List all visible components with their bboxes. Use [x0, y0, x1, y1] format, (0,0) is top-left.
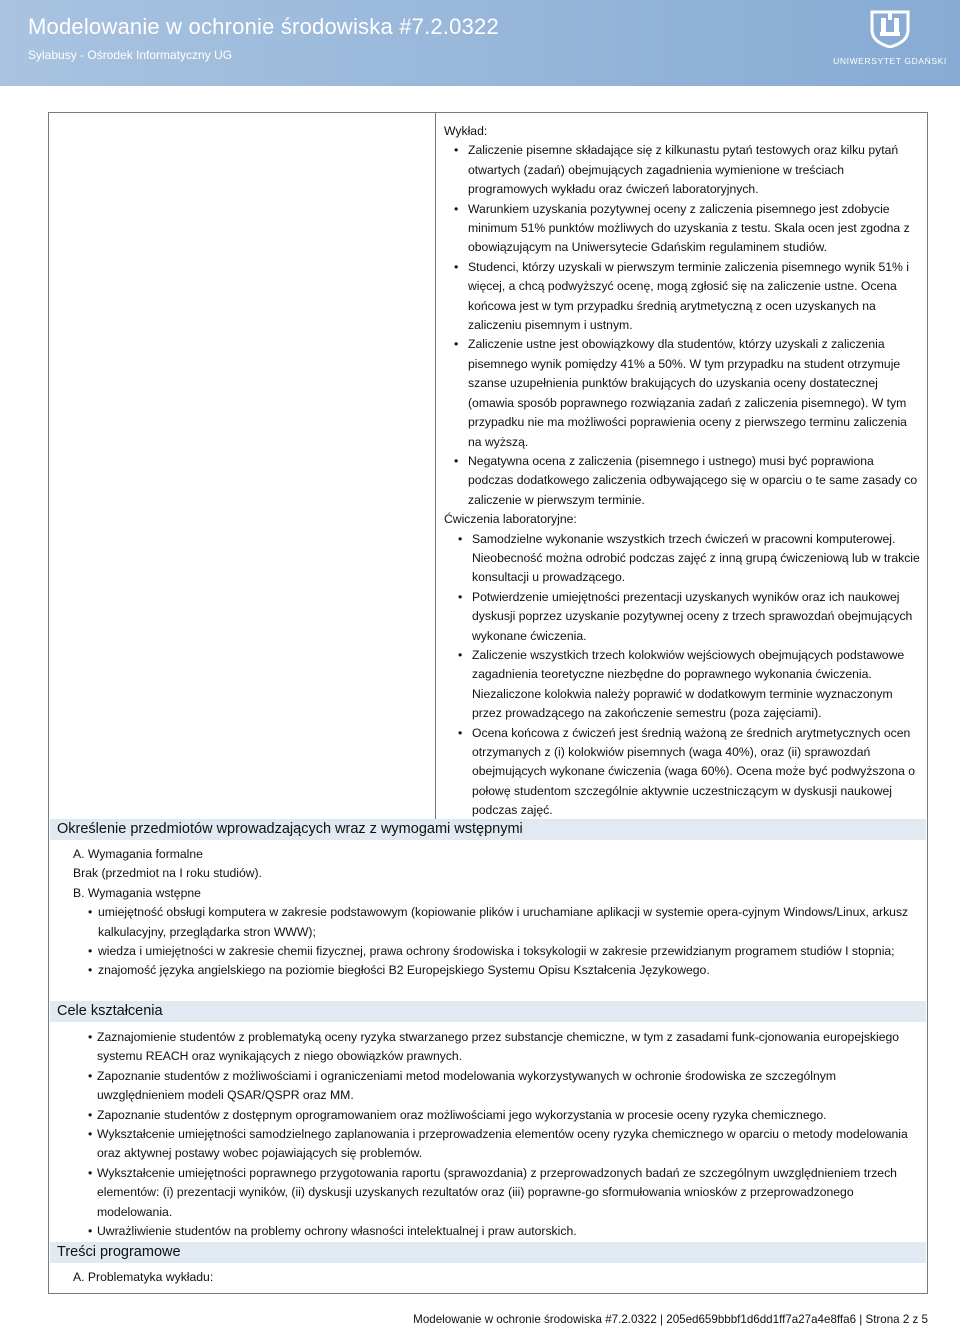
list-item: • wiedza i umiejętności w zakresie chemii fizycznej, prawa ochrony środowiska i toksykologii w zakresie przewidzianym programem studiów I stopnia; — [50, 942, 926, 961]
label-cell — [48, 112, 436, 820]
university-crest-icon — [866, 8, 914, 48]
list-item: • umiejętność obsługi komputera w zakresie podstawowym (kopiowanie plików i uruchamiane aplikacji w systemie opera-cyjnym Windows/Linux, arkusz kalkulacyjny, przeglądarka stron WWW); — [50, 903, 926, 942]
list-item: • Negatywna ocena z zaliczenia (pisemnego i ustnego) musi być poprawiona podczas dodatkowego zaliczenia odbywającego się w oparciu o te same zasady co zaliczenie w pierwszym terminie. — [444, 452, 922, 510]
assessment-cell — [436, 112, 928, 820]
goals-section — [50, 1028, 926, 1241]
page-title: Modelowanie w ochronie środowiska #7.2.0322 — [28, 14, 499, 39]
page-footer: Modelowanie w ochronie środowiska #7.2.0322 | 205ed659bbbf1d6dd1ff7a27a4e8ffa6 | Strona 2 z 5 — [413, 1313, 928, 1326]
list-item: • znajomość języka angielskiego na poziomie biegłości B2 Europejskiego Systemu Opisu Kształcenia Językowego. — [50, 961, 926, 980]
goals-heading: Cele kształcenia — [50, 1001, 926, 1022]
prerequisites-heading: Określenie przedmiotów wprowadzających wraz z wymogami wstępnymi — [50, 819, 926, 840]
list-item: • Wykształcenie umiejętności samodzielnego zaplanowania i przeprowadzenia elementów oceny ryzyka chemicznego w oparciu o metody modelowania oraz aktywnej postawy wobec pojawiających się problemów. — [50, 1125, 926, 1164]
lecture-criteria-list — [444, 141, 922, 510]
list-item: • Samodzielne wykonanie wszystkich trzech ćwiczeń w pracowni komputerowej. Nieobecność można odrobić podczas zajęć z inną grupą ćwiczeniową lub w trakcie konsultacji u prowadzącego. — [444, 530, 922, 588]
page-subtitle: Sylabusy - Ośrodek Informatyczny UG — [28, 48, 233, 62]
list-item: • Zaliczenie ustne jest obowiązkowy dla studentów, którzy uzyskali z zaliczenia pisemnego wynik pomiędzy 41% a 50%. W tym przypadku na student otrzymuje szanse uzupełnienia punktów brakujących do uzyskania oceny dostatecznej (omawia sposób poprawnego rozwiązania zadań z zaliczenia pisemnego). W tym przypadku nie ma możliwości poprawienia oceny z pierwszego terminu zaliczenia na wyższą. — [444, 335, 922, 451]
content-section — [50, 1268, 926, 1287]
list-item: • Zapoznanie studentów z możliwościami i ograniczeniami metod modelowania wykorzystywanych w ochronie środowiska ze szczególnym uwzględnieniem modeli QSAR/QSPR oraz MM. — [50, 1067, 926, 1106]
list-item: • Zaznajomienie studentów z problematyką oceny ryzyka stwarzanego przez substancje chemiczne, w tym z zasadami funk-cjonowania europejskiego systemu REACH oraz wynikających z niego obowiązków prawnych. — [50, 1028, 926, 1067]
list-item: • Zapoznanie studentów z dostępnym oprogramowaniem oraz możliwościami jego wykorzystania w procesie oceny ryzyka chemicznego. — [50, 1106, 926, 1125]
lab-criteria-list — [444, 530, 922, 821]
goals-list — [50, 1028, 926, 1241]
prerequisites-section — [50, 845, 926, 981]
formal-requirements-heading: A. Wymagania formalne — [73, 847, 203, 861]
list-item: • Studenci, którzy uzyskali w pierwszym terminie zaliczenia pisemnego wynik 51% i więcej, a chcą podwyższyć ocenę, mogą zgłosić się na zaliczenie ustne. Ocena końcowa jest w tym przypadku średnią arytmetyczną z ocen uzyskanych na zaliczeniu pisemnym i ustnym. — [444, 258, 922, 336]
lab-label: Ćwiczenia laboratoryjne: — [444, 512, 577, 527]
list-item: • Potwierdzenie umiejętności prezentacji uzyskanych wyników oraz ich naukowej dyskusji poprzez uzyskanie pozytywnej oceny z trzech sprawozdań obejmujących wykonane ćwiczenia. — [444, 588, 922, 646]
entry-requirements-list — [50, 903, 926, 981]
logo-text: UNIWERSYTET GDAŃSKI — [833, 56, 947, 66]
content-heading: Treści programowe — [50, 1242, 926, 1263]
list-item: • Wykształcenie umiejętności poprawnego przygotowania raportu (sprawozdania) z przeprowadzonych badań ze szczególnym uwzględnieniem trzech elementów: (i) prezentacji wyników, (ii) dyskusji uzyskanych rezultatów oraz (iii) poprawne-go sformułowania wniosków z przeprowadzonego modelowania. — [50, 1164, 926, 1222]
list-item: • Ocena końcowa z ćwiczeń jest średnią ważoną ze średnich arytmetycznych ocen otrzymanych z (i) kolokwiów pisemnych (waga 40%), oraz (ii) sprawozdań obejmujących wykonane ćwiczenia (waga 60%). Ocena może być podwyższona o połowę studentom szczególnie aktywnie uczestniczącym w dyskusji naukowej podczas zajęć. — [444, 724, 922, 821]
list-item: • Uwrażliwienie studentów na problemy ochrony własności intelektualnej i praw autorskich. — [50, 1222, 926, 1241]
page-header — [0, 0, 960, 86]
university-logo — [830, 8, 950, 68]
lecture-label: Wykład: — [444, 124, 488, 138]
entry-requirements-heading: B. Wymagania wstępne — [73, 885, 201, 900]
formal-requirements-text: Brak (przedmiot na I roku studiów). — [73, 866, 262, 881]
list-item: • Warunkiem uzyskania pozytywnej oceny z zaliczenia pisemnego jest zdobycie minimum 51% punktów możliwych do uzyskania z testu. Skala ocen jest zgodna z obowiązującym na Uniwersytecie Gdańskim regulaminem studiów. — [444, 200, 922, 258]
list-item: • Zaliczenie wszystkich trzech kolokwiów wejściowych obejmujących podstawowe zagadnienia teoretyczne niezbędne do poprawnego wykonania ćwiczenia. Niezaliczone kolokwia należy poprawić w dodatkowym terminie wyznaczonym przez prowadzącego na zakończenie semestru (poza zajęciami). — [444, 646, 922, 724]
lecture-topics-heading: A. Problematyka wykładu: — [73, 1270, 214, 1284]
list-item: • Zaliczenie pisemne składające się z kilkunastu pytań testowych oraz kilku pytań otwartych (zadań) obejmujących zagadnienia wymienione w treściach programowych wykładu oraz ćwiczeń laboratoryjnych. — [444, 141, 922, 199]
